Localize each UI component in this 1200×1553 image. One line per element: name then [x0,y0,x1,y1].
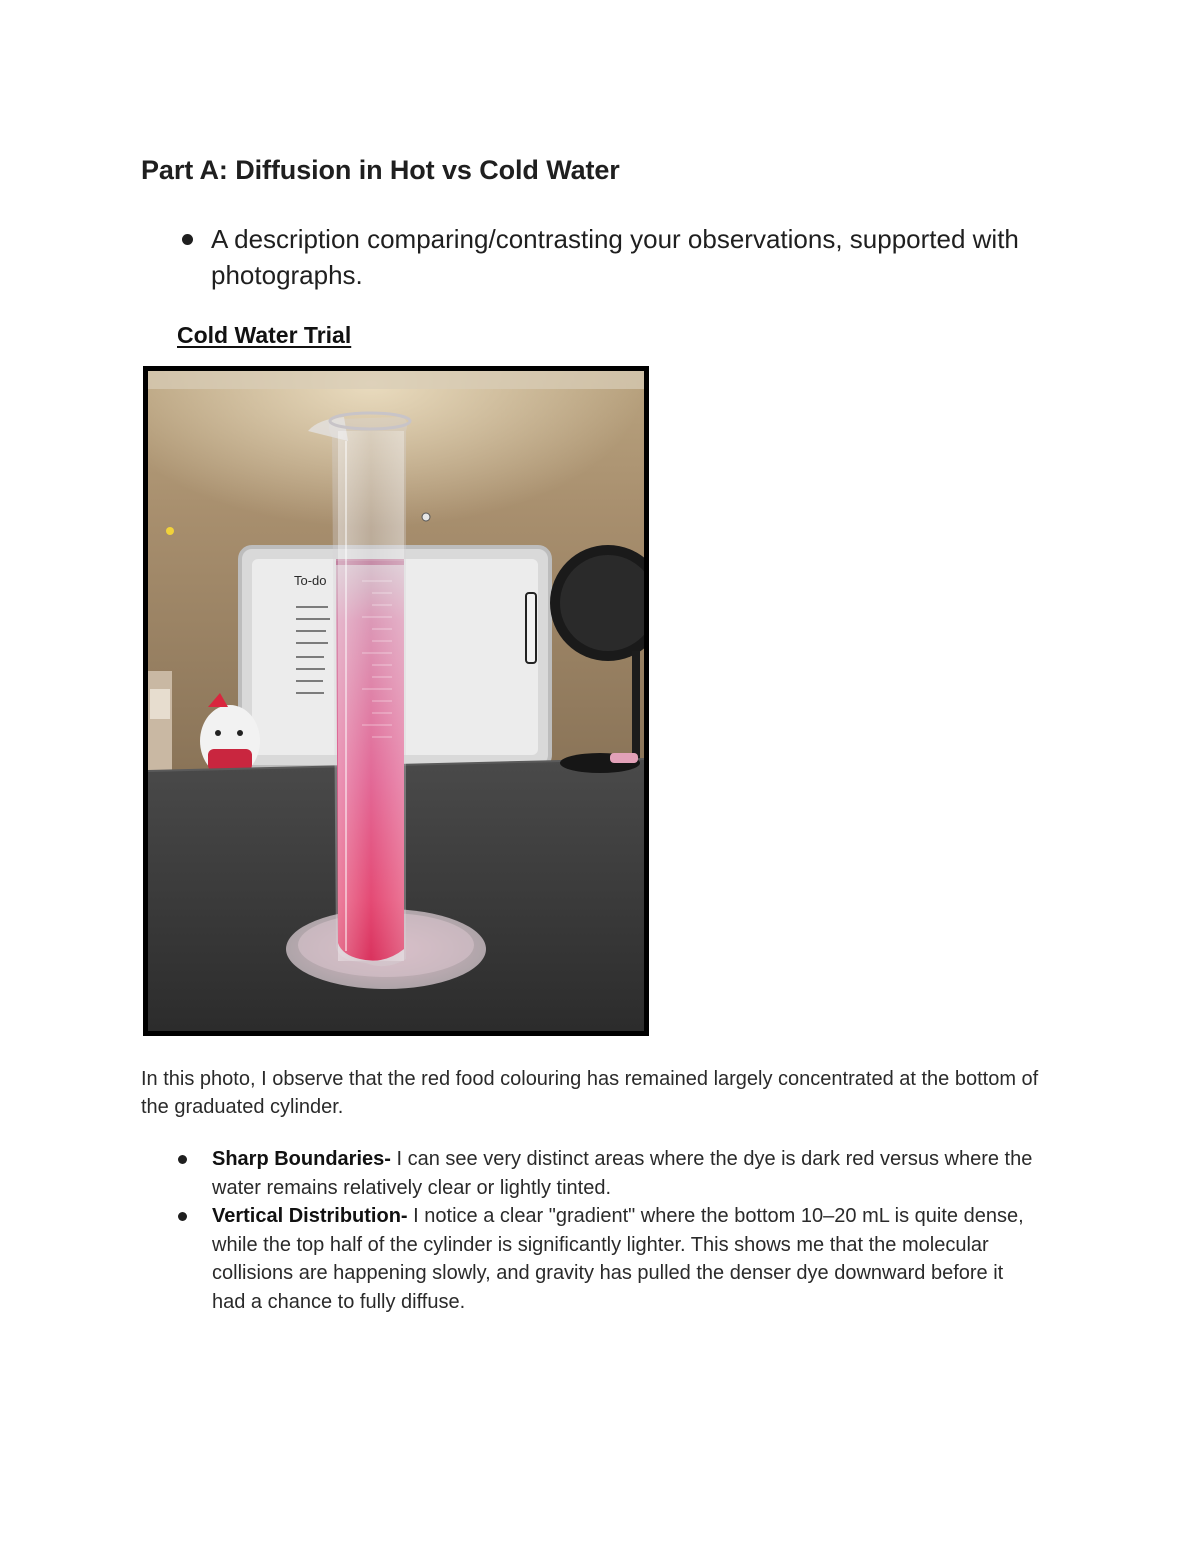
detail-text: I can see very distinct areas where the dye is dark red versus where the water remains relatively clear or lightly tinted. [212,1148,1033,1199]
section-heading: Cold Water Trial [177,322,352,348]
detail-item-sharp-boundaries [141,1145,1041,1202]
pin-icon [166,527,174,535]
detail-list [141,1145,1041,1316]
page-title: Part A: Diffusion in Hot vs Cold Water [141,155,620,185]
detail-term: Sharp Boundaries- [212,1148,391,1170]
cold-water-trial-photo [143,366,649,1036]
detail-text: I notice a clear "gradient" where the bottom 10–20 mL is quite dense, while the top half of the cylinder is significantly lighter. This shows me that the molecular collisions are happening slowly, and gravity has pulled the denser dye downward before it had a chance to fully diffuse. [212,1205,1024,1313]
detail-term: Vertical Distribution- [212,1205,408,1227]
photo-scene [148,371,644,1031]
prompt-list [141,221,1061,293]
detail-item-vertical-distribution [141,1202,1041,1316]
observation-paragraph: In this photo, I observe that the red food colouring has remained largely concentrated at the bottom of the graduated cylinder. [141,1068,1039,1118]
prompt-item: A description comparing/contrasting your observations, supported with photographs. [141,221,1061,293]
whiteboard-heading: To-do [294,573,327,588]
